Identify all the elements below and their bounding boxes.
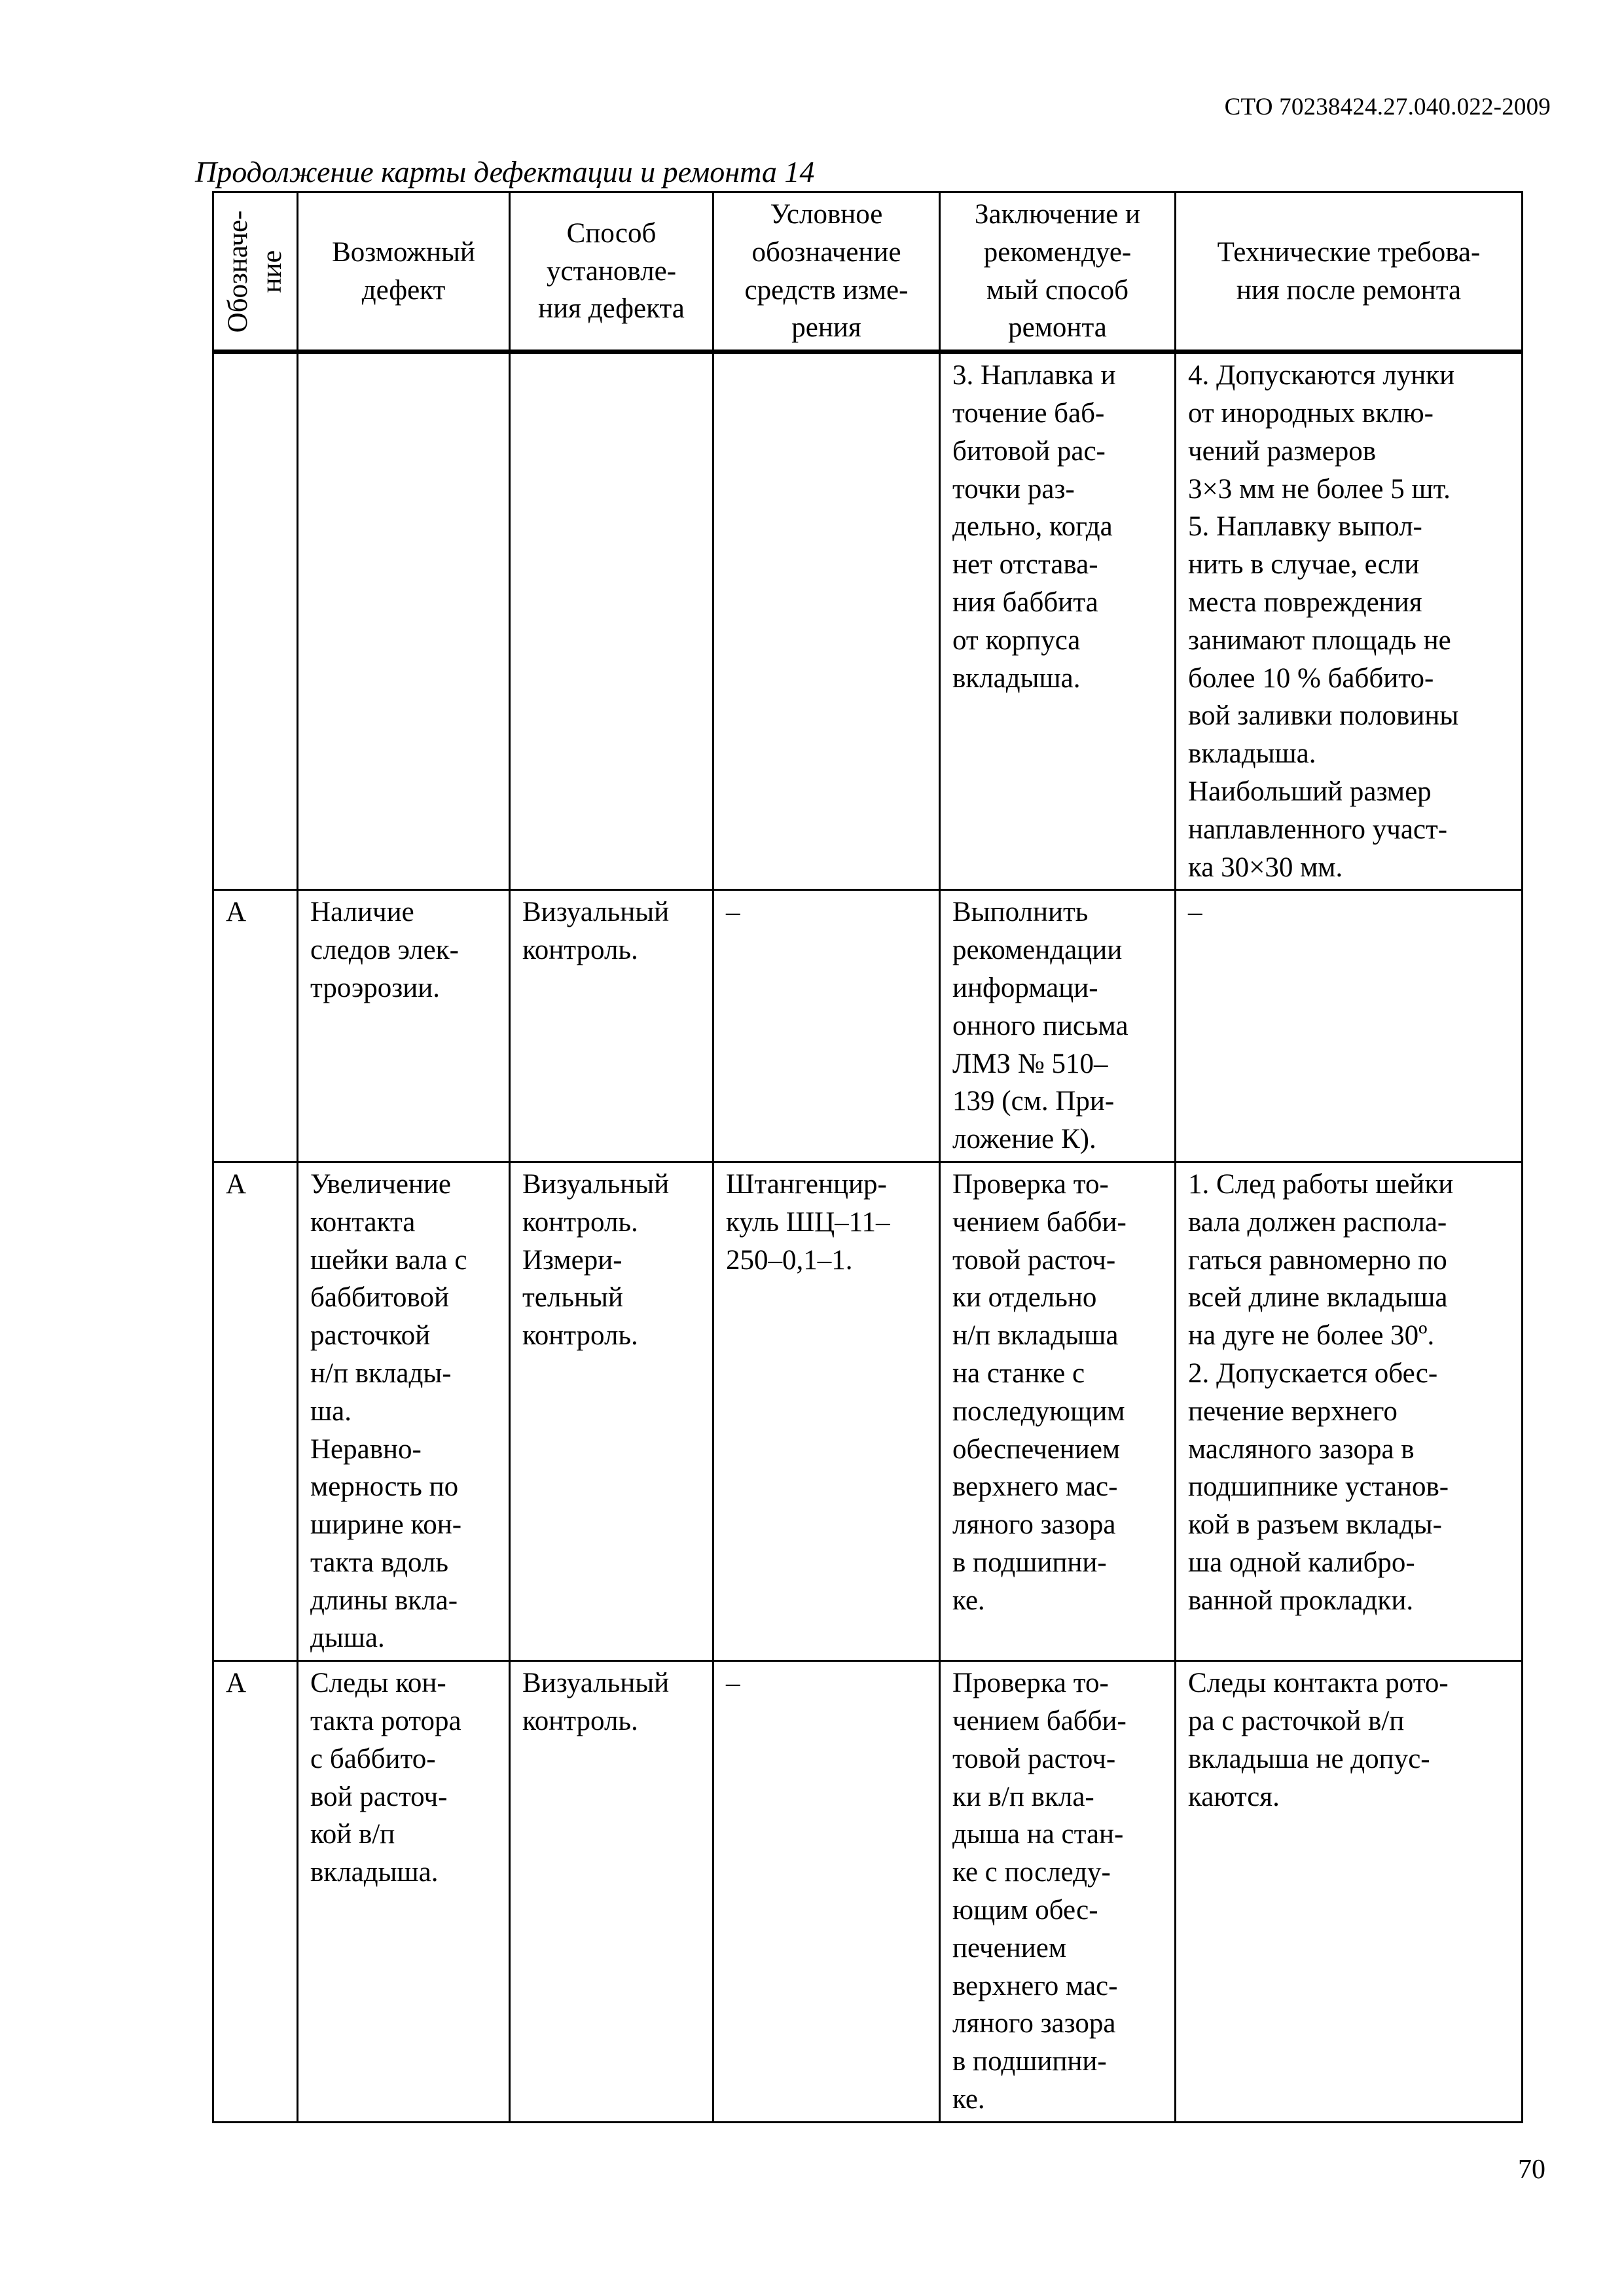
cell-text-line: 3×3 мм не более 5 шт. [1188, 473, 1451, 505]
cell-text-line: ширине кон- [310, 1509, 462, 1541]
table-row [213, 1661, 1523, 2123]
cell-text-line: 139 (см. При- [952, 1086, 1115, 1117]
cell-text-line: наплавленного участ- [1188, 814, 1448, 845]
cell-text-line: 250–0,1–1. [726, 1244, 853, 1276]
header-line: Условное [770, 199, 883, 230]
cell-text-line: на станке с [952, 1357, 1085, 1389]
cell-text-line: 1. След работы шейки [1188, 1168, 1454, 1200]
cell-text-line: вкладыша. [1188, 738, 1316, 770]
cell-text-line: вкладыша. [952, 662, 1081, 694]
cell-text-line: кой в разъем вклады- [1188, 1509, 1442, 1541]
designation-cell [213, 1661, 298, 2123]
cell-text-line: Следы контакта рото- [1188, 1668, 1449, 1699]
requirements-cell [1176, 890, 1523, 1162]
cell-text-line: битовой рас- [952, 435, 1106, 467]
cell-text-line: вала должен распола- [1188, 1206, 1447, 1238]
cell-text-line: каются. [1188, 1781, 1280, 1812]
cell-text-line: А [226, 897, 247, 928]
detection-method-cell [510, 352, 713, 890]
table-body [213, 352, 1523, 2123]
cell-text-line: 4. Допускаются лунки [1188, 360, 1455, 391]
cell-text-line: в подшипни- [952, 1547, 1107, 1578]
header-designation [213, 192, 298, 352]
header-possible-defect [298, 192, 510, 352]
cell-text-line: ляного зазора [952, 1509, 1116, 1541]
cell-text-line: нет отстава- [952, 549, 1098, 581]
header-line: установле- [546, 255, 677, 287]
cell-text-line: ки отдельно [952, 1282, 1097, 1314]
cell-text-line: ки в/п вкла- [952, 1781, 1094, 1812]
designation-cell [213, 352, 298, 890]
cell-text-line: онного письма [952, 1010, 1128, 1041]
header-line: Возможный [332, 236, 475, 268]
cell-text-line: Проверка то- [952, 1168, 1109, 1200]
cell-text-line: всей длине вкладыша [1188, 1282, 1448, 1314]
cell-text-line: ке с последу- [952, 1857, 1111, 1888]
cell-text-line: вкладыша. [310, 1857, 439, 1888]
header-line: ние [257, 250, 287, 293]
cell-text-line: верхнего мас- [952, 1970, 1118, 2001]
cell-text-line: верхнего мас- [952, 1471, 1118, 1503]
cell-text-line: 5. Наплавку выпол- [1188, 511, 1422, 543]
cell-text-line: Неравно- [310, 1433, 422, 1465]
cell-text-line: нить в случае, если [1188, 549, 1420, 581]
header-line: ния дефекта [538, 293, 685, 325]
cell-text-line: ванной прокладки. [1188, 1585, 1414, 1616]
header-line: ния после ремонта [1236, 274, 1462, 306]
header-line: Технические требова- [1217, 236, 1481, 268]
cell-text-line: ляного зазора [952, 2008, 1116, 2039]
cell-text-line: места повреждения [1188, 586, 1422, 618]
cell-text-line: 3. Наплавка и [952, 360, 1116, 391]
cell-text-line: точки раз- [952, 473, 1075, 505]
repair-recommendation-cell [940, 1661, 1176, 2123]
defect-cell [298, 1162, 510, 1660]
cell-text-line: А [226, 1668, 247, 1699]
cell-text-line: шейки вала с [310, 1244, 467, 1276]
measuring-tool-cell [713, 1661, 940, 2123]
cell-text-line: Наибольший размер [1188, 776, 1432, 807]
requirements-cell [1176, 1661, 1523, 2123]
designation-cell [213, 890, 298, 1162]
measuring-tool-cell [713, 352, 940, 890]
defect-cell [298, 890, 510, 1162]
cell-text-line: тельный [522, 1282, 623, 1314]
table-row [213, 352, 1523, 890]
header-detection-method [510, 192, 713, 352]
cell-text-line: Штангенцир- [726, 1168, 887, 1200]
cell-text-line: Визуальный [522, 897, 670, 928]
cell-text-line: ка 30×30 мм. [1188, 852, 1343, 883]
header-line: мый способ [986, 274, 1128, 306]
cell-text-line: куль ШЦ–11– [726, 1206, 890, 1238]
cell-text-line: расточкой [310, 1320, 431, 1352]
cell-text-line: кой в/п [310, 1819, 395, 1850]
detection-method-cell [510, 1162, 713, 1660]
cell-text-line: длины вкла- [310, 1585, 458, 1616]
header-line: Заключение и [974, 199, 1141, 230]
cell-text-line: ке. [952, 1585, 985, 1616]
cell-text-line: А [226, 1168, 247, 1200]
header-repair-recommendation [940, 192, 1176, 352]
cell-text-line: ЛМЗ № 510– [952, 1048, 1108, 1079]
cell-text-line: чений размеров [1188, 435, 1377, 467]
cell-text-line: дельно, когда [952, 511, 1113, 543]
cell-text-line: обеспечением [952, 1433, 1121, 1465]
cell-text-line: масляного зазора в [1188, 1433, 1415, 1465]
page-number: 70 [1518, 2155, 1545, 2185]
cell-text-line: более 10 % баббито- [1188, 662, 1434, 694]
table-header-row [213, 192, 1523, 352]
cell-text-line: ложение К). [952, 1124, 1096, 1155]
header-line: ремонта [1008, 312, 1107, 344]
measuring-tool-cell [713, 1162, 940, 1660]
defect-repair-table [212, 191, 1523, 2123]
cell-text-line: Увеличение [310, 1168, 452, 1200]
header-line: рения [791, 312, 861, 344]
cell-text-line: ющим обес- [952, 1895, 1098, 1926]
cell-text-line: от корпуса [952, 624, 1081, 656]
cell-text-line: троэрозии. [310, 972, 441, 1003]
cell-text-line: занимают площадь не [1188, 624, 1451, 656]
cell-text-line: контроль. [522, 1706, 638, 1737]
cell-text-line: рекомендации [952, 935, 1123, 966]
cell-text-line: дыша на стан- [952, 1819, 1124, 1850]
cell-text-line: – [726, 1668, 740, 1699]
cell-text-line: вой заливки половины [1188, 700, 1459, 732]
cell-text-line: чением бабби- [952, 1206, 1127, 1238]
cell-text-line: гаться равномерно по [1188, 1244, 1447, 1276]
cell-text-line: – [726, 897, 740, 928]
cell-text-line: – [1188, 897, 1202, 928]
cell-text-line: Измери- [522, 1244, 623, 1276]
repair-recommendation-cell [940, 1162, 1176, 1660]
header-line: средств изме- [744, 274, 909, 306]
defect-cell [298, 1661, 510, 2123]
cell-text-line: ра с расточкой в/п [1188, 1706, 1405, 1737]
header-line: дефект [361, 274, 446, 306]
cell-text-line: вкладыша не допус- [1188, 1743, 1430, 1774]
cell-text-line: контроль. [522, 1320, 638, 1352]
cell-text-line: баббитовой [310, 1282, 449, 1314]
cell-text-line: товой расточ- [952, 1244, 1116, 1276]
cell-text-line: чением бабби- [952, 1706, 1127, 1737]
measuring-tool-cell [713, 890, 940, 1162]
cell-text-line: точение баб- [952, 397, 1105, 429]
header-line: обозначение [751, 236, 901, 268]
requirements-cell [1176, 352, 1523, 890]
defect-cell [298, 352, 510, 890]
header-line: Способ [566, 217, 657, 249]
cell-text-line: ния баббита [952, 586, 1098, 618]
cell-text-line: мерность по [310, 1471, 459, 1503]
cell-text-line: н/п вклады- [310, 1357, 452, 1389]
cell-text-line: Визуальный [522, 1168, 670, 1200]
cell-text-line: Визуальный [522, 1668, 670, 1699]
header-line: рекомендуе- [983, 236, 1132, 268]
cell-text-line: Следы кон- [310, 1668, 446, 1699]
cell-text-line: подшипнике установ- [1188, 1471, 1449, 1503]
cell-text-line: такта вдоль [310, 1547, 448, 1578]
table-row [213, 1162, 1523, 1660]
cell-text-line: последующим [952, 1395, 1125, 1427]
cell-text-line: на дуге не более 30º. [1188, 1320, 1435, 1352]
cell-text-line: Наличие [310, 897, 414, 928]
cell-text-line: контроль. [522, 1206, 638, 1238]
cell-text-line: ша. [310, 1395, 352, 1427]
cell-text-line: от инородных вклю- [1188, 397, 1434, 429]
cell-text-line: печение верхнего [1188, 1395, 1398, 1427]
cell-text-line: такта ротора [310, 1706, 461, 1737]
cell-text-line: товой расточ- [952, 1743, 1116, 1774]
detection-method-cell [510, 890, 713, 1162]
header-line: Обозначе- [223, 210, 253, 333]
cell-text-line: вой расточ- [310, 1781, 448, 1812]
cell-text-line: н/п вкладыша [952, 1320, 1119, 1352]
requirements-cell [1176, 1162, 1523, 1660]
cell-text-line: с баббито- [310, 1743, 436, 1774]
document-code: СТО 70238424.27.040.022-2009 [1224, 94, 1551, 120]
header-technical-requirements [1176, 192, 1523, 352]
detection-method-cell [510, 1661, 713, 2123]
cell-text-line: контакта [310, 1206, 416, 1238]
cell-text-line: контроль. [522, 935, 638, 966]
cell-text-line: информаци- [952, 972, 1098, 1003]
cell-text-line: следов элек- [310, 935, 459, 966]
cell-text-line: ке. [952, 2084, 985, 2115]
cell-text-line: ша одной калибро- [1188, 1547, 1415, 1578]
cell-text-line: дыша. [310, 1623, 385, 1654]
cell-text-line: Выполнить [952, 897, 1089, 928]
repair-recommendation-cell [940, 890, 1176, 1162]
cell-text-line: 2. Допускается обес- [1188, 1357, 1438, 1389]
cell-text-line: печением [952, 1932, 1067, 1964]
table-caption: Продолжение карты дефектации и ремонта 14 [195, 155, 815, 188]
cell-text-line: в подшипни- [952, 2046, 1107, 2077]
designation-cell [213, 1162, 298, 1660]
table-row [213, 890, 1523, 1162]
cell-text-line: Проверка то- [952, 1668, 1109, 1699]
header-measuring-tools [713, 192, 940, 352]
repair-recommendation-cell [940, 352, 1176, 890]
